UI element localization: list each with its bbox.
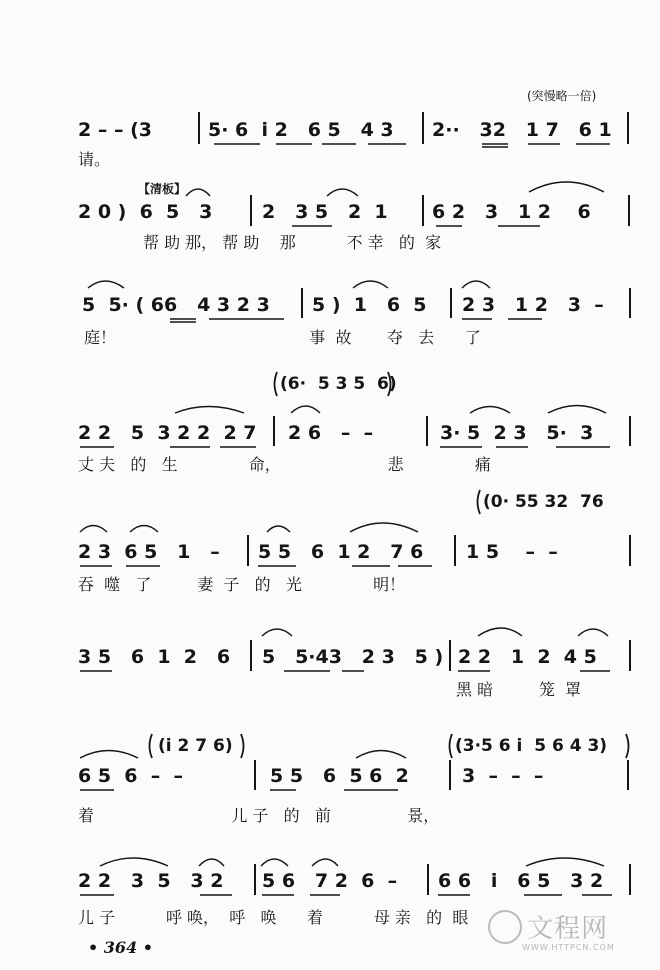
system-7-bracket-a: (i 2 7 6) — [158, 736, 233, 756]
system-1-notes-b: 5· 6 i 2 6 5 4 3 — [208, 119, 394, 141]
system-2-lyrics: 帮 助 那， 帮 助 那 不 幸 的 家 — [143, 233, 442, 252]
system-3-lyrics: 庭！ 事 故 夺 去 了 — [84, 328, 481, 347]
underlines — [80, 144, 612, 895]
system-5-bracket: (0· 55 32 76 — [483, 492, 604, 512]
system-6-notes-b: 5 5·43 2 3 5 ) — [262, 646, 444, 668]
system-2-notes-a: 2 0 ) 6 5 3 — [78, 201, 213, 223]
system-2-notes-c: 6 2 3 1 2 6 — [432, 201, 591, 223]
system-3-notes-a: 5 5· ( 66 4 3 2 3 — [82, 294, 270, 316]
system-7-bracket-b: (3·5 6 i 5 6 4 3) — [455, 736, 608, 756]
double-barline-brackets — [150, 372, 629, 758]
system-5-notes-c: 1 5 – – — [466, 541, 558, 563]
watermark — [488, 908, 615, 952]
system-4-notes-c: 3· 5 2 3 5· 3 — [440, 422, 594, 444]
system-6-lyrics: 黑 暗 笼 罩 — [456, 680, 582, 699]
watermark-url: WWW.HTTPCN.COM — [522, 943, 615, 952]
system-5-lyrics: 吞 噬 了 妻 子 的 光 明！ — [78, 575, 406, 594]
watermark-brand: 文程网 — [527, 914, 609, 944]
system-6-notes-c: 2 2 1 2 4 5 — [458, 646, 597, 668]
banban-label: 【清板】 — [138, 182, 187, 196]
system-4-notes-a: 2 2 5 3 2 2 2 7 — [78, 422, 257, 444]
page-number: • 364 • — [88, 938, 153, 957]
watermark-logo-icon — [488, 910, 522, 944]
system-8-notes-c: 6 6 i 6 5 3 2 — [438, 870, 604, 892]
system-5-notes-a: 2 3 6 5 1 – — [78, 541, 220, 563]
system-4-bracket: (6· 5 3 5 6) — [280, 374, 397, 394]
slurs — [80, 182, 608, 866]
system-7-lyrics: 着 儿 子 的 前 景， — [78, 806, 440, 825]
system-1-notes-c: 2·· 32 1 7 6 1 — [432, 119, 612, 141]
system-6-notes-a: 3 5 6 1 2 6 — [78, 646, 231, 668]
system-7-notes-c: 3 – – – — [462, 765, 544, 787]
system-3-notes-b: 5 ) 1 6 5 — [312, 294, 427, 316]
system-3-notes-c: 2 3 1 2 3 – — [462, 294, 604, 316]
system-8-notes-a: 2 2 3 5 3 2 — [78, 870, 224, 892]
system-4-lyrics: 丈 夫 的 生 命， 悲 痛 — [78, 455, 491, 474]
system-1-lyrics: 请。 — [78, 150, 111, 169]
system-4-notes-b: 2 6 – – — [288, 422, 374, 444]
system-5-notes-b: 5 5 6 1 2 7 6 — [258, 541, 424, 563]
barlines — [199, 112, 630, 895]
system-8-notes-b: 5 6 7 2 6 – — [262, 870, 398, 892]
system-1-notes-a: 2 – – (3 — [78, 119, 152, 141]
system-2-notes-b: 2 3 5 2 1 — [262, 201, 388, 223]
system-8-lyrics: 儿 子 呼 唤， 呼 唤 着 母 亲 的 眼 — [78, 908, 469, 927]
system-7-notes-b: 5 5 6 5 6 2 — [270, 765, 409, 787]
tempo-marking: (突慢略一倍) — [527, 89, 597, 103]
system-7-notes-a: 6 5 6 – – — [78, 765, 183, 787]
